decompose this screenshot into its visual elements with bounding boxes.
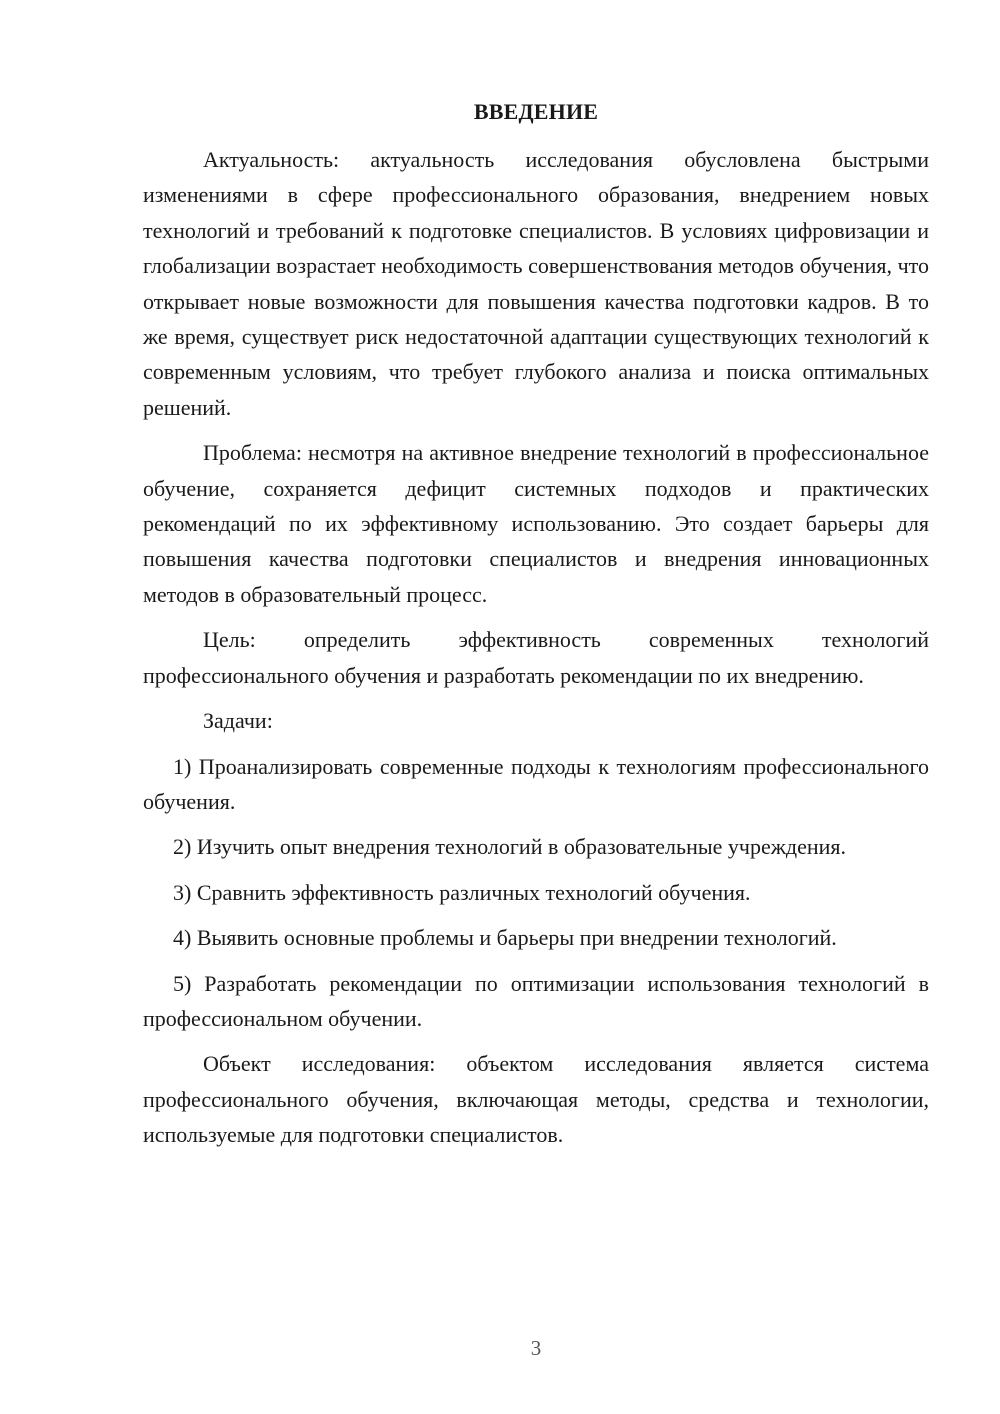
task-item-4: 4) Выявить основные проблемы и барьеры при внедрении технологий. [173, 925, 837, 951]
page-number: 3 [530, 1336, 542, 1360]
section-heading: ВВЕДЕНИЕ [473, 99, 599, 124]
paragraph-goal: Цель: определить эффективность современных технологий профессионального обучения и разработать рекомендации по их внедрению. [143, 627, 929, 688]
task-item-5: 5) Разработать рекомендации по оптимизации использования технологий в профессиональном обучении. [143, 970, 929, 1031]
paragraph-object: Объект исследования: объектом исследования является система профессионального обучения, включающая методы, средства и технологии, используемые для подготовки специалистов. [143, 1051, 929, 1148]
task-item-1: 1) Проанализировать современные подходы к технологиям профессионального обучения. [143, 753, 929, 814]
paragraph-tasks-heading: Задачи: [203, 708, 273, 734]
task-item-2: 2) Изучить опыт внедрения технологий в образовательные учреждения. [173, 834, 847, 860]
task-item-3: 3) Сравнить эффективность различных технологий обучения. [173, 879, 751, 905]
document-body [143, 142, 929, 1163]
paragraph-problem: Проблема: несмотря на активное внедрение технологий в профессиональное обучение, сохраняется дефицит системных подходов и практических рекомендаций по их эффективному использованию. Это создает барьеры для повышения качества подготовки специалистов и внедрения инновационных методов в образовательный процесс. [143, 440, 929, 607]
paragraph-relevance: Актуальность: актуальность исследования обусловлена быстрыми изменениями в сфере профессионального образования, внедрением новых технологий и требований к подготовке специалистов. В условиях цифровизации и глобализации возрастает необходимость совершенствования методов обучения, что открывает новые возможности для повышения качества подготовки кадров. В то же время, существует риск недостаточной адаптации существующих технологий к современным условиям, что требует глубокого анализа и поиска оптимальных решений. [143, 147, 929, 420]
